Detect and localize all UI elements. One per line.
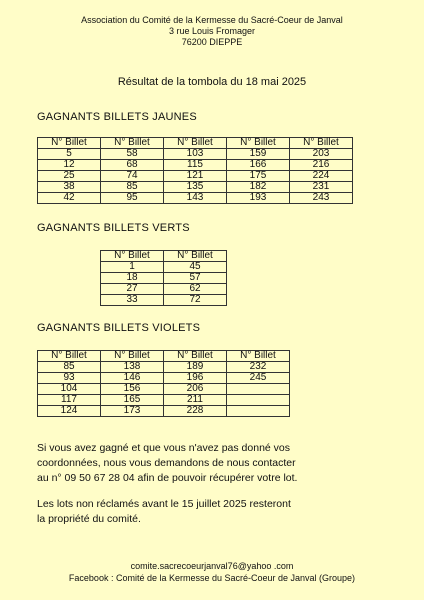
table-cell: 193 bbox=[227, 193, 290, 204]
table-cell: 95 bbox=[101, 193, 164, 204]
table-cell: 165 bbox=[101, 395, 164, 406]
table-row bbox=[38, 362, 290, 373]
table-row bbox=[101, 273, 227, 284]
association-city: 76200 DIEPPE bbox=[181, 37, 243, 47]
deadline-line-1: Les lots non réclamés avant le 15 juillet 2025 resteront bbox=[37, 498, 291, 510]
table-cell: 38 bbox=[38, 182, 101, 193]
table-row bbox=[38, 160, 353, 171]
table-cell: 58 bbox=[101, 149, 164, 160]
table-cell: 93 bbox=[38, 373, 101, 384]
table-cell: 124 bbox=[38, 406, 101, 417]
table-cell: 156 bbox=[101, 384, 164, 395]
column-header: N° Billet bbox=[164, 251, 227, 262]
table-cell: 146 bbox=[101, 373, 164, 384]
contact-line-2: coordonnées, nous vous demandons de nous contacter bbox=[37, 457, 296, 469]
column-header: N° Billet bbox=[38, 138, 101, 149]
table-cell: 138 bbox=[101, 362, 164, 373]
table-cell: 18 bbox=[101, 273, 164, 284]
section-heading-violets: GAGNANTS BILLETS VIOLETS bbox=[37, 322, 201, 334]
table-cell: 228 bbox=[164, 406, 227, 417]
table-cell bbox=[227, 395, 290, 406]
table-cell: 231 bbox=[290, 182, 353, 193]
table-cell: 74 bbox=[101, 171, 164, 182]
table-cell: 211 bbox=[164, 395, 227, 406]
table-billets-jaunes bbox=[37, 137, 353, 204]
table-cell: 62 bbox=[164, 284, 227, 295]
page-title: Résultat de la tombola du 18 mai 2025 bbox=[117, 76, 307, 88]
column-header: N° Billet bbox=[164, 138, 227, 149]
table-cell: 243 bbox=[290, 193, 353, 204]
column-header: N° Billet bbox=[101, 138, 164, 149]
section-heading-verts: GAGNANTS BILLETS VERTS bbox=[37, 222, 190, 234]
footer-email: comite.sacrecoeurjanval76@yahoo .com bbox=[130, 561, 294, 571]
table-cell: 25 bbox=[38, 171, 101, 182]
contact-paragraph bbox=[37, 441, 397, 486]
column-header: N° Billet bbox=[38, 351, 101, 362]
table-cell: 159 bbox=[227, 149, 290, 160]
deadline-line-2: la propriété du comité. bbox=[37, 513, 141, 525]
table-row bbox=[38, 373, 290, 384]
table-cell: 196 bbox=[164, 373, 227, 384]
table-cell: 57 bbox=[164, 273, 227, 284]
table-cell: 189 bbox=[164, 362, 227, 373]
table-cell: 224 bbox=[290, 171, 353, 182]
table-cell: 104 bbox=[38, 384, 101, 395]
table-header-row bbox=[38, 351, 290, 362]
table-cell: 232 bbox=[227, 362, 290, 373]
table-cell: 85 bbox=[101, 182, 164, 193]
contact-line-1: Si vous avez gagné et que vous n'avez pas donné vos bbox=[37, 442, 291, 454]
table-header-row bbox=[38, 138, 353, 149]
table-cell: 166 bbox=[227, 160, 290, 171]
table-header-row bbox=[101, 251, 227, 262]
table-cell: 117 bbox=[38, 395, 101, 406]
table-billets-violets bbox=[37, 350, 290, 417]
column-header: N° Billet bbox=[101, 351, 164, 362]
table-cell: 33 bbox=[101, 295, 164, 306]
table-cell bbox=[227, 384, 290, 395]
column-header: N° Billet bbox=[164, 351, 227, 362]
table-billets-verts bbox=[100, 250, 227, 306]
table-cell: 27 bbox=[101, 284, 164, 295]
contact-line-3: au n° 09 50 67 28 04 afin de pouvoir récupérer votre lot. bbox=[37, 472, 298, 484]
table-cell: 103 bbox=[164, 149, 227, 160]
table-cell: 68 bbox=[101, 160, 164, 171]
association-street: 3 rue Louis Fromager bbox=[168, 26, 256, 36]
column-header: N° Billet bbox=[227, 138, 290, 149]
table-cell: 121 bbox=[164, 171, 227, 182]
table-cell: 173 bbox=[101, 406, 164, 417]
table-row bbox=[101, 295, 227, 306]
table-cell: 42 bbox=[38, 193, 101, 204]
association-name: Association du Comité de la Kermesse du Sacré-Coeur de Janval bbox=[81, 15, 343, 25]
table-row bbox=[38, 395, 290, 406]
table-cell: 85 bbox=[38, 362, 101, 373]
table-row bbox=[38, 406, 290, 417]
table-row bbox=[101, 284, 227, 295]
column-header: N° Billet bbox=[227, 351, 290, 362]
table-cell: 12 bbox=[38, 160, 101, 171]
table-row bbox=[101, 262, 227, 273]
table-cell bbox=[227, 406, 290, 417]
deadline-paragraph bbox=[37, 497, 397, 527]
table-row bbox=[38, 171, 353, 182]
table-cell: 206 bbox=[164, 384, 227, 395]
table-cell: 216 bbox=[290, 160, 353, 171]
table-row bbox=[38, 384, 290, 395]
table-cell: 45 bbox=[164, 262, 227, 273]
table-cell: 182 bbox=[227, 182, 290, 193]
table-row bbox=[38, 193, 353, 204]
table-cell: 203 bbox=[290, 149, 353, 160]
table-row bbox=[38, 149, 353, 160]
table-cell: 245 bbox=[227, 373, 290, 384]
column-header: N° Billet bbox=[101, 251, 164, 262]
table-row bbox=[38, 182, 353, 193]
footer-facebook: Facebook : Comité de la Kermesse du Sacré-Coeur de Janval (Groupe) bbox=[68, 573, 356, 583]
column-header: N° Billet bbox=[290, 138, 353, 149]
table-cell: 135 bbox=[164, 182, 227, 193]
table-cell: 1 bbox=[101, 262, 164, 273]
table-cell: 5 bbox=[38, 149, 101, 160]
section-heading-jaunes: GAGNANTS BILLETS JAUNES bbox=[37, 111, 197, 123]
table-cell: 115 bbox=[164, 160, 227, 171]
table-cell: 175 bbox=[227, 171, 290, 182]
table-cell: 143 bbox=[164, 193, 227, 204]
table-cell: 72 bbox=[164, 295, 227, 306]
